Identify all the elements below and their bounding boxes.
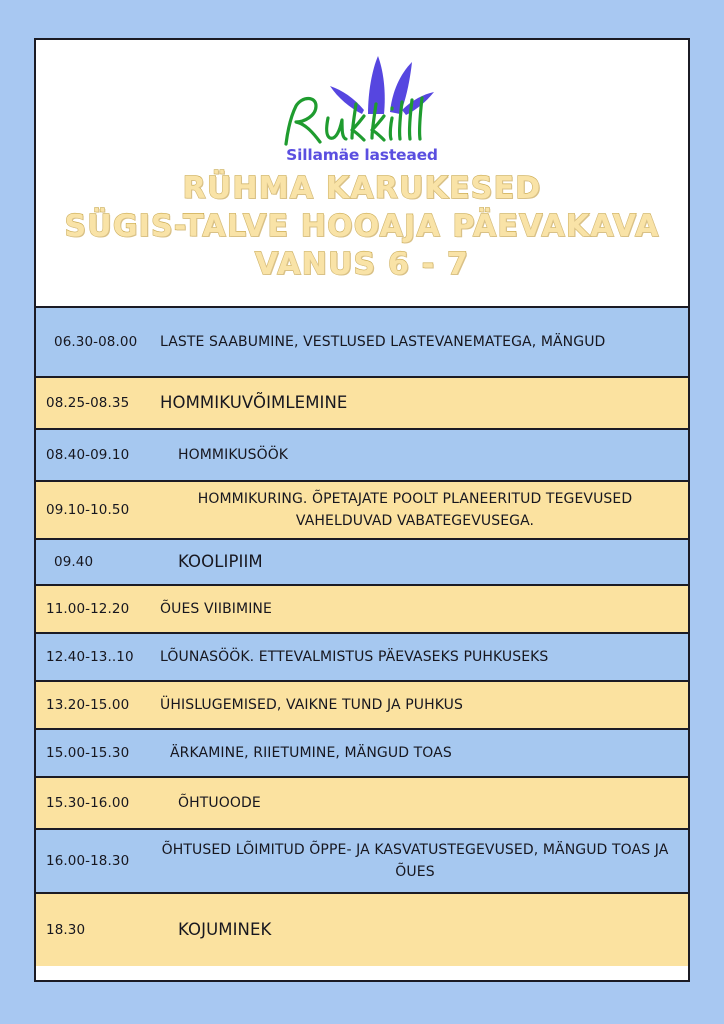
row-time: 06.30-08.00 bbox=[54, 334, 138, 350]
row-time: 09.10-10.50 bbox=[46, 502, 130, 518]
row-time: 08.40-09.10 bbox=[46, 447, 130, 463]
schedule-table bbox=[36, 308, 688, 980]
table-row bbox=[36, 308, 688, 378]
title-line-group: RÜHMA KARUKESED bbox=[182, 171, 542, 206]
table-row bbox=[36, 378, 688, 430]
table-row bbox=[36, 540, 688, 586]
table-row bbox=[36, 894, 688, 966]
daily-schedule-poster bbox=[34, 38, 690, 982]
table-row bbox=[36, 430, 688, 482]
row-activity: ÕHTUOODE bbox=[178, 795, 261, 811]
table-row bbox=[36, 730, 688, 778]
row-time: 09.40 bbox=[54, 554, 94, 570]
row-activity: ÕUES VIIBIMINE bbox=[160, 601, 272, 617]
row-time: 13.20-15.00 bbox=[46, 697, 130, 713]
row-time: 15.00-15.30 bbox=[46, 745, 130, 761]
table-row bbox=[36, 586, 688, 634]
row-activity: LASTE SAABUMINE, VESTLUSED LASTEVANEMATEGA, MÄNGUD bbox=[160, 334, 606, 350]
row-time: 11.00-12.20 bbox=[46, 601, 130, 617]
table-row bbox=[36, 778, 688, 830]
row-activity: KOOLIPIIM bbox=[178, 552, 263, 571]
table-row bbox=[36, 682, 688, 730]
title-line-age: VANUS 6 - 7 bbox=[254, 247, 470, 282]
row-time: 16.00-18.30 bbox=[46, 853, 130, 869]
row-activity: ÄRKAMINE, RIIETUMINE, MÄNGUD TOAS bbox=[170, 745, 452, 761]
kindergarten-logo bbox=[36, 48, 688, 166]
title-line-season: SÜGIS-TALVE HOOAJA PÄEVAKAVA bbox=[64, 209, 660, 244]
row-activity: HOMMIKUVÕIMLEMINE bbox=[160, 393, 348, 412]
row-activity: KOJUMINEK bbox=[178, 920, 272, 939]
row-time: 12.40-13..10 bbox=[46, 649, 134, 665]
row-time: 18.30 bbox=[46, 922, 86, 938]
row-activity: ÜHISLUGEMISED, VAIKNE TUND JA PUHKUS bbox=[160, 697, 463, 713]
poster-header bbox=[36, 40, 688, 308]
row-time: 08.25-08.35 bbox=[46, 395, 130, 411]
row-activity: HOMMIKUSÖÖK bbox=[178, 447, 289, 463]
row-activity: ÕHTUSED LÕIMITUD ÕPPE- JA KASVATUSTEGEVUSED, MÄNGUD TOAS JA ÕUES bbox=[161, 842, 669, 880]
row-activity: LÕUNASÖÖK. ETTEVALMISTUS PÄEVASEKS PUHKUSEKS bbox=[160, 649, 549, 665]
table-row bbox=[36, 830, 688, 894]
page-title bbox=[36, 170, 688, 284]
row-time: 15.30-16.00 bbox=[46, 795, 130, 811]
table-row bbox=[36, 634, 688, 682]
logo-subtitle: Sillamäe lasteaed bbox=[286, 146, 438, 164]
table-row bbox=[36, 482, 688, 540]
row-activity: HOMMIKURING. ÕPETAJATE POOLT PLANEERITUD TEGEVUSED VAHELDUVAD VABATEGEVUSEGA. bbox=[197, 491, 633, 529]
